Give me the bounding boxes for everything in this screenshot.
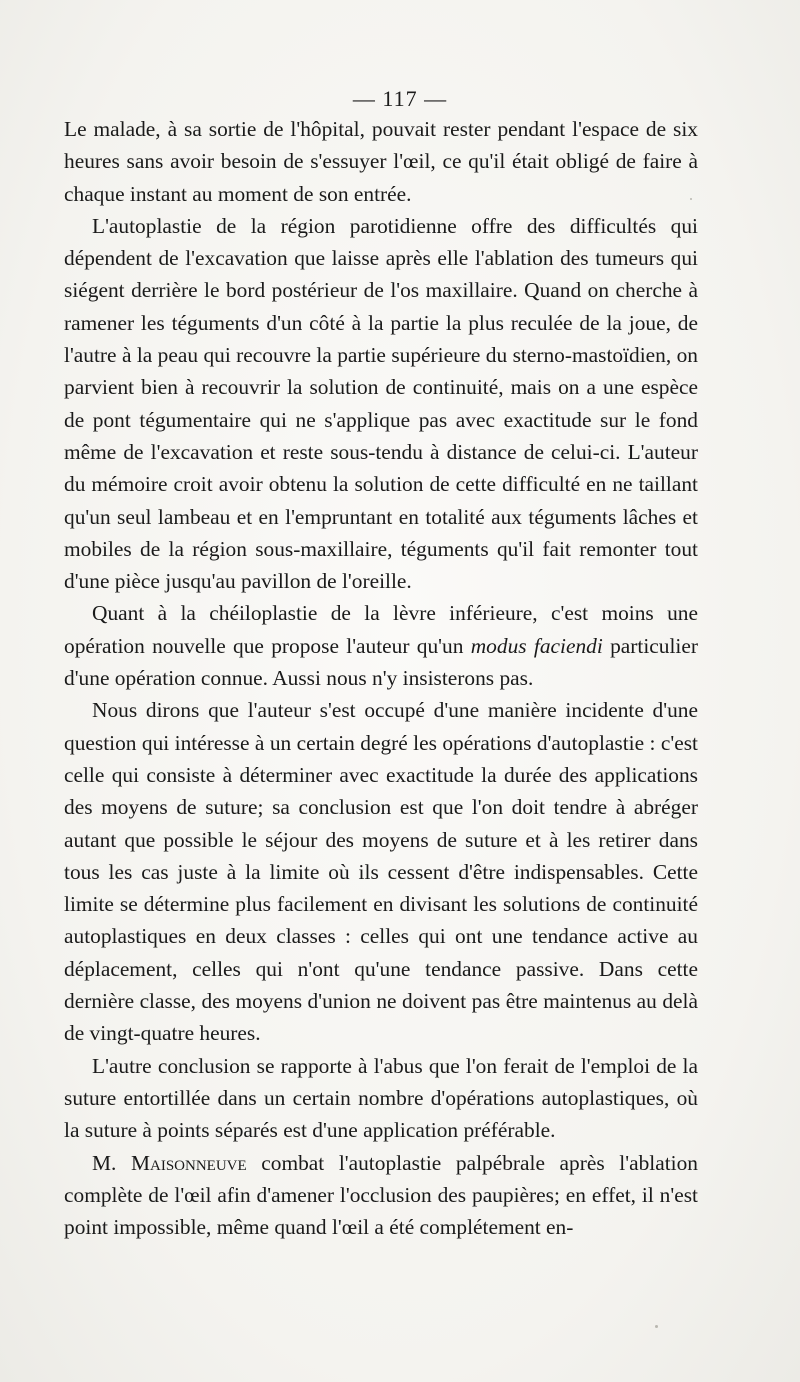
paragraph-3 (64, 597, 698, 694)
body-text (64, 113, 698, 1243)
paragraph-2: L'autoplastie de la région parotidienne offre des difficultés qui dépendent de l'excavation que laisse après elle l'ablation des tumeurs qui siégent derrière le bord postérieur de l'os maxillaire. Quand on cherche à ramener les téguments d'un côté à la partie la plus reculée de la joue, de l'autre à la peau qui recouvre la partie supérieure du sterno-mastoïdien, on parvient bien à recouvrir la solution de continuité, mais on a une espèce de pont tégumentaire qui ne s'applique pas avec exactitude sur le fond même de l'excavation et reste sous-tendu à distance de celui-ci. L'auteur du mémoire croit avoir obtenu la solution de cette difficulté en ne taillant qu'un seul lambeau et en l'empruntant en totalité aux téguments lâches et mobiles de la région sous-maxillaire, téguments qu'il fait remonter tout d'une pièce jusqu'au pavillon de l'oreille. (64, 213, 698, 594)
paragraph-3-start: Quant à la chéiloplastie de la lèvre inférieure, c'est moins une opération nouvelle que propose l'auteur qu'un (64, 601, 698, 658)
paragraph-6-rest: combat l'autoplastie palpébrale après l'ablation complète de l'œil afin d'amener l'occlusion des paupières; en effet, il n'est point impossible, même quand l'œil a été complétement en- (64, 1150, 698, 1240)
italic-latin-phrase: modus faciendi (470, 633, 603, 658)
paragraph-4: Nous dirons que l'auteur s'est occupé d'une manière incidente d'une question qui intéresse à un certain degré les opérations d'autoplastie : c'est celle qui consiste à déterminer avec exactitude la durée des applications des moyens de suture; sa conclusion est que l'on doit tendre à abréger autant que possible le séjour des moyens de suture et à les retirer dans tous les cas juste à la limite où ils cessent d'être indispensables. Cette limite se détermine plus facilement en divisant les solutions de continuité autoplastiques en deux classes : celles qui ont une tendance active au déplacement, celles qui n'ont qu'une tendance passive. Dans cette dernière classe, des moyens d'union ne doivent pas être maintenus au delà de vingt-quatre heures. (64, 698, 698, 1046)
paper-speck (690, 198, 692, 200)
paper-speck (655, 1325, 658, 1328)
paragraph-6 (64, 1147, 698, 1244)
author-name: Maisonneuve (130, 1150, 247, 1175)
paragraph-3-end: particulier d'une opération connue. Aussi nous n'y insisterons pas. (64, 633, 698, 691)
paragraph-6-prefix: M. (92, 1150, 131, 1175)
paragraph-1: Le malade, à sa sortie de l'hôpital, pouvait rester pendant l'espace de six heures sans avoir besoin de s'essuyer l'œil, ce qu'il était obligé de faire à chaque instant au moment de son entrée. (64, 117, 698, 206)
paragraph-5: L'autre conclusion se rapporte à l'abus que l'on ferait de l'emploi de la suture entortillée dans un certain nombre d'opérations autoplastiques, où la suture à points séparés est d'une application préférable. (64, 1053, 698, 1143)
page-number: — 117 — (352, 86, 448, 111)
